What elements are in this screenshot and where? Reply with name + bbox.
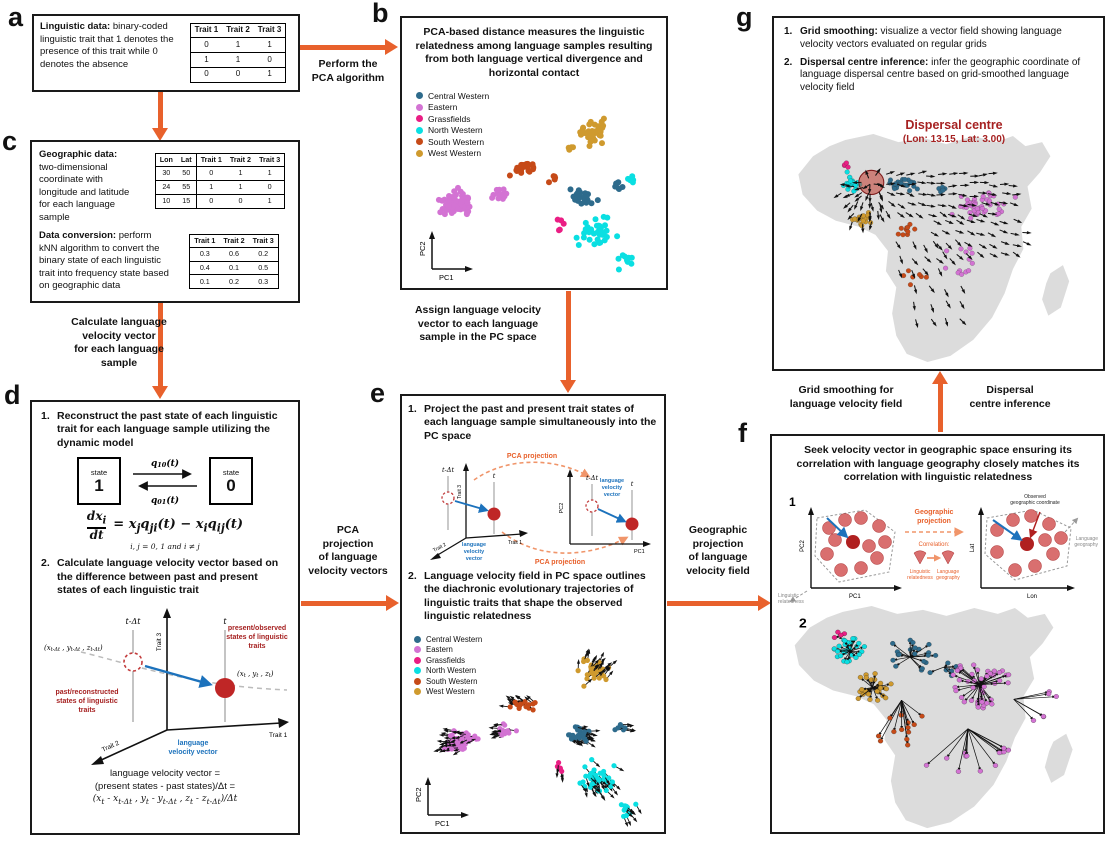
flow-label-line: centre inference <box>969 397 1051 410</box>
flow-label-line: language velocity field <box>789 397 903 410</box>
panel-e-item-2: 2. Language velocity field in PC space outlines the diachronic evolutionary trajectories of linguistic traits that shape the observed linguistic relatedness <box>408 570 646 623</box>
mini-trait1-axis <box>466 534 522 538</box>
table-cell: 0.4 <box>190 261 220 275</box>
focal-sample-geo <box>1020 537 1034 551</box>
dispersal-centre-coordinates: (Lon: 13.15, Lat: 3.00) <box>902 133 1006 145</box>
svg-text:projection: projection <box>917 518 951 525</box>
legend-label: Eastern <box>428 102 458 113</box>
legend-dot-icon <box>414 636 421 643</box>
table-cell: 0 <box>226 194 255 208</box>
legend-item <box>414 666 482 677</box>
geographic-data-text: Geographic data: two-dimensional coordinate with longitude and latitude for each language sample <box>39 149 130 223</box>
panel-g-item-1: 1. Grid smoothing: visualize a vector field showing language velocity vectors evaluated on regular grids <box>784 26 1062 50</box>
table-header: Trait 2 <box>222 24 254 38</box>
flow-label-line: vector to each language <box>417 317 539 330</box>
velocity-formula <box>41 768 289 808</box>
table-cell: 50 <box>177 166 196 180</box>
legend-dot-icon <box>416 104 423 111</box>
time-now-label: t <box>223 616 227 626</box>
table-cell: 0.3 <box>190 247 220 261</box>
f-pc1-label: PC1 <box>849 594 861 600</box>
panel-f <box>770 434 1105 834</box>
flow-arrow-c-d-head <box>152 386 168 399</box>
mini-past-point <box>442 492 454 504</box>
table-cell: 0.5 <box>249 261 279 275</box>
flow-label-line: of language <box>688 551 748 564</box>
legend-item <box>416 113 489 125</box>
legend-label: Central Western <box>428 90 490 101</box>
velocity-vector-label: language <box>177 739 209 747</box>
table-header: Trait 1 <box>190 24 222 38</box>
svg-text:t-Δt: t-Δt <box>441 466 455 474</box>
field-pc2-label: PC2 <box>414 787 423 802</box>
legend-label: North Western <box>426 666 477 676</box>
legend-label: Central Western <box>426 634 483 644</box>
table-cell: 0.6 <box>219 247 248 261</box>
panel-d-label: d <box>4 380 21 410</box>
trait2-axis-label: Trait 2 <box>100 739 121 754</box>
flow-label-d-e <box>298 524 398 579</box>
conversion-table <box>177 230 291 293</box>
state-1-box: state 1 <box>77 457 121 505</box>
grid-smoothing-heading: Grid smoothing: <box>800 26 878 37</box>
table-cell: 0.1 <box>190 275 220 289</box>
sub-diagram-1-label: 1 <box>789 495 796 509</box>
flow-arrow-a-b <box>300 45 385 50</box>
mini-present-point-pc <box>626 518 639 531</box>
panel-b <box>400 16 668 290</box>
svg-text:velocity: velocity <box>601 485 623 491</box>
data-table <box>189 234 279 290</box>
table-cell: 0.2 <box>249 247 279 261</box>
panel-g-label: g <box>736 2 753 32</box>
past-state-point <box>124 653 142 671</box>
pc2-axis-label: PC2 <box>418 241 427 256</box>
flow-label-e-f <box>667 524 769 579</box>
focal-sample-pc <box>846 535 860 549</box>
flow-arrow-b-e <box>566 291 571 380</box>
panel-a <box>32 14 300 92</box>
pca-projection-label-top: PCA projection <box>506 453 558 460</box>
panel-b-title: PCA-based distance measures the linguistic relatedness among language samples resulting from both language vertical divergence and horizontal contact <box>415 26 653 79</box>
mini-pc1-label: PC1 <box>634 549 645 555</box>
pc1-axis-label: PC1 <box>439 273 454 282</box>
data-table <box>190 23 287 82</box>
flow-arrow-b-e-head <box>560 380 576 393</box>
table-row <box>155 166 285 180</box>
table-row <box>190 247 279 261</box>
lat-axis-label: Lat <box>970 543 976 553</box>
legend-dot-icon <box>414 657 421 664</box>
language-group-legend-e <box>414 634 482 697</box>
table-cell: 0.1 <box>219 261 248 275</box>
observed-coordinate-label: Observed <box>1024 494 1046 500</box>
svg-text:language: language <box>599 478 625 484</box>
panel-d-item-2: 2. Calculate language velocity vector based on the difference between past and present states of each linguistic trait <box>41 557 279 597</box>
trait1-axis-label: Trait 1 <box>269 731 288 739</box>
flow-label-line: Geographic <box>688 524 748 536</box>
table-header: Trait 3 <box>249 234 279 247</box>
field-pc1-label: PC1 <box>435 819 450 828</box>
rate-q10-label: q10(t) <box>151 459 179 470</box>
mini-trait3-label: Trait 3 <box>457 485 463 499</box>
data-conversion-text: Data conversion: perform kNN algorithm to convert the binary state of each linguistic trait into frequency state based on geographic data <box>39 230 169 292</box>
svg-text:t: t <box>492 472 496 480</box>
panel-f-title: Seek velocity vector in geographic space ensuring its correlation with language geography closely matches its correlation with linguistic relatedness <box>796 444 1080 484</box>
panel-g <box>772 16 1105 371</box>
linguistic-table <box>184 21 292 85</box>
grid-velocity-map <box>788 134 1090 366</box>
state-0-box: state 0 <box>209 457 253 505</box>
svg-text:traits: traits <box>78 706 96 714</box>
panel-d <box>30 400 300 835</box>
svg-text:states of linguistic: states of linguistic <box>56 697 118 705</box>
past-coordinates: (xt-Δt , yt-Δt , zt-Δt) <box>44 643 103 653</box>
linguistic-data-text: Linguistic data: binary-coded linguistic trait that 1 denotes the presence of this trait while 0 denotes the absence <box>40 21 174 70</box>
trait1-axis <box>167 723 281 730</box>
dispersal-inference-heading: Dispersal centre inference: <box>800 56 929 68</box>
legend-label: Eastern <box>426 645 453 655</box>
svg-text:traits: traits <box>248 642 266 650</box>
velocity-vector-arrow <box>145 666 209 684</box>
panel-e <box>400 394 666 834</box>
table-cell: 1 <box>254 38 286 53</box>
flow-label-line: projection <box>322 537 374 550</box>
table-cell: 1 <box>190 53 222 68</box>
legend-dot-icon <box>414 688 421 695</box>
table-cell: 15 <box>177 194 196 208</box>
present-state-point <box>215 678 235 698</box>
flow-arrow-f-g <box>938 384 943 432</box>
table-header: Trait 1 <box>190 234 220 247</box>
lon-axis-label: Lon <box>1027 594 1038 600</box>
panel-a-label: a <box>8 2 24 32</box>
madagascar-silhouette <box>1045 734 1073 783</box>
table-header: Trait 2 <box>226 154 255 167</box>
correlation-fan-left-icon <box>914 551 926 564</box>
legend-label: North Western <box>428 125 483 136</box>
panel-e-item-1: 1. Project the past and present trait states of each language sample simultaneously into the PC space <box>408 403 657 442</box>
table-cell: 0 <box>190 67 222 82</box>
legend-dot-icon <box>416 138 423 145</box>
panel-g-item-2: 2. Dispersal centre inference: infer the geographic coordinate of language dispersal centre based on grid-smoothed language velocity field <box>784 56 1081 94</box>
africa-silhouette <box>798 134 1050 362</box>
equation-condition: i, j = 0, 1 and i ≠ j <box>130 542 200 552</box>
mini-trait2-label: Trait 2 <box>432 541 448 554</box>
trait2-axis-head <box>91 756 104 765</box>
geographic-projection-label: Geographic <box>914 509 954 516</box>
flow-label-line: Assign language velocity <box>414 304 542 316</box>
svg-text:geography: geography <box>1074 542 1098 548</box>
table-header: Trait 2 <box>219 234 248 247</box>
legend-dot-icon <box>416 115 423 122</box>
panel-f-label: f <box>738 418 747 448</box>
flow-label-c-d <box>40 316 198 371</box>
legend-item <box>414 676 482 687</box>
legend-dot-icon <box>414 667 421 674</box>
flow-arrow-a-c <box>158 92 163 128</box>
trait-space-diagram <box>41 600 293 768</box>
dispersal-centre-label <box>864 118 1044 146</box>
legend-dot-icon <box>416 127 423 134</box>
legend-item <box>414 687 482 698</box>
flow-arrow-d-e-head <box>386 595 399 611</box>
table-cell: 1 <box>255 166 285 180</box>
table-cell: 0.2 <box>219 275 248 289</box>
flow-label-f-g-left <box>768 384 924 411</box>
correlation-label: Correlation: <box>918 542 950 548</box>
dispersal-centre-title: Dispersal centre <box>905 118 1003 132</box>
flow-label-line: velocity vector <box>82 329 156 342</box>
legend-label: South Western <box>428 136 485 147</box>
flow-label-line: Calculate language <box>71 316 167 328</box>
svg-text:velocity vector: velocity vector <box>168 748 218 756</box>
flow-label-f-g-right <box>948 384 1072 411</box>
panel-e-label: e <box>370 378 386 408</box>
svg-text:Linguistic: Linguistic <box>909 569 931 575</box>
table-cell: 1 <box>226 166 255 180</box>
table-cell: 0.3 <box>249 275 279 289</box>
geographic-data-heading: Geographic data: <box>39 149 118 160</box>
svg-text:velocity: velocity <box>463 549 485 555</box>
flow-label-line: Grid smoothing for <box>798 384 894 396</box>
table-cell: 1 <box>222 53 254 68</box>
flow-arrow-a-b-head <box>385 39 398 55</box>
table-cell: 55 <box>177 180 196 194</box>
svg-text:language: language <box>461 542 487 548</box>
correlation-fan-right-icon <box>942 551 954 564</box>
pca-projection-diagram <box>408 444 660 566</box>
table-row <box>155 180 285 194</box>
data-conversion-heading: Data conversion: <box>39 230 117 242</box>
geographic-data-section <box>39 149 291 224</box>
trait1-axis-head <box>278 718 289 728</box>
table-row <box>190 38 286 53</box>
legend-label: West Western <box>426 687 475 697</box>
pca-projection-arc-top <box>474 462 588 480</box>
table-header: Lon <box>155 154 177 167</box>
dynamic-model-equation: $\frac{dx_i}{dt}$ = $x_jq_{ji}(t) - x_iq_{ij}(t)$ <box>86 509 244 542</box>
svg-text:relatedness: relatedness <box>778 599 804 605</box>
table-cell: 0 <box>196 166 226 180</box>
table-cell: 0 <box>190 38 222 53</box>
flow-label-b-e <box>392 304 564 345</box>
table-cell: 1 <box>222 38 254 53</box>
svg-text:states of linguistic: states of linguistic <box>226 633 288 641</box>
table-cell: 0 <box>255 180 285 194</box>
pc2-axis-head <box>429 231 435 239</box>
table-cell: 30 <box>155 166 177 180</box>
legend-item <box>416 125 489 137</box>
table-header: Trait 3 <box>255 154 285 167</box>
panel-c-label: c <box>2 126 18 156</box>
flow-label-line: velocity field <box>686 564 750 577</box>
velocity-formula-line: ($x_t - x_{t-\Delta t}$ , $y_t - y_{t-\Delta t}$ , $z_t - z_{t-\Delta t})/\Delta t$ <box>92 794 238 807</box>
flow-label-line: Dispersal <box>986 384 1034 396</box>
legend-item <box>414 645 482 656</box>
legend-label: West Western <box>428 148 482 159</box>
flow-label-line: Perform the <box>318 58 378 70</box>
legend-label: South Western <box>426 676 478 686</box>
legend-label: Grassfields <box>428 113 471 124</box>
svg-text:Linguistic: Linguistic <box>778 593 799 599</box>
present-coordinates: (xt , yt , zt) <box>237 669 274 679</box>
panel-c <box>30 140 300 303</box>
legend-item <box>414 655 482 666</box>
mini-past-point-pc <box>586 500 598 512</box>
time-past-label: t-Δt <box>125 616 141 626</box>
flow-arrow-e-f <box>667 601 758 606</box>
geographic-projection-diagram <box>777 488 1099 606</box>
table-row <box>190 275 279 289</box>
mini-trait1-label: Trait 1 <box>508 540 522 546</box>
flow-label-line: for each language <box>74 343 164 356</box>
table-header: Trait 3 <box>254 24 286 38</box>
svg-text:relatedness: relatedness <box>907 575 933 581</box>
pc1-axis-head <box>465 266 473 272</box>
table-cell: 10 <box>155 194 177 208</box>
svg-text:vector: vector <box>465 556 483 562</box>
table-cell: 0 <box>254 53 286 68</box>
trait3-axis-label: Trait 3 <box>156 632 163 651</box>
flow-label-line: PCA <box>336 524 360 536</box>
legend-dot-icon <box>416 150 423 157</box>
table-header: Lat <box>177 154 196 167</box>
table-cell: 1 <box>226 180 255 194</box>
svg-text:t: t <box>630 480 634 488</box>
table-cell: 0 <box>222 67 254 82</box>
velocity-formula-line: language velocity vector = <box>109 767 221 779</box>
table-cell: 1 <box>254 67 286 82</box>
panel-d-item-1: 1. Reconstruct the past state of each linguistic trait for each language sample utilizing the dynamic model <box>41 410 278 449</box>
f-pc2-label: PC2 <box>800 540 806 552</box>
legend-item <box>416 102 489 114</box>
mini-present-point <box>488 508 501 521</box>
data-conversion-section <box>39 230 291 293</box>
flow-label-a-b <box>292 58 404 85</box>
flow-arrow-f-g-head <box>932 371 948 384</box>
flow-arrow-d-e <box>301 601 386 606</box>
linguistic-data-heading: Linguistic data: <box>40 21 111 32</box>
svg-text:geography: geography <box>936 575 960 581</box>
flow-label-line: velocity vectors <box>308 564 388 577</box>
rate-q01-label: q01(t) <box>151 496 179 507</box>
table-cell: 0 <box>196 194 226 208</box>
present-state-label: present/observed <box>227 624 287 632</box>
legend-dot-icon <box>414 678 421 685</box>
svg-text:Language: Language <box>1075 536 1098 542</box>
sub-diagram-2-label: 2 <box>798 616 807 631</box>
table-cell: 1 <box>255 194 285 208</box>
legend-label: Grassfields <box>426 655 465 665</box>
svg-text:t-Δt: t-Δt <box>585 474 599 482</box>
velocity-formula-line: (present states - past states)/Δt = <box>94 780 236 792</box>
geographic-table <box>149 149 291 224</box>
legend-item <box>416 136 489 148</box>
madagascar-silhouette <box>1042 265 1069 315</box>
flow-label-line: projection <box>692 537 744 550</box>
flow-label-line: PCA algorithm <box>311 71 385 84</box>
legend-item <box>414 634 482 645</box>
legend-dot-icon <box>414 646 421 653</box>
mini-pc2-label: PC2 <box>559 502 565 514</box>
state-diagram <box>41 456 289 506</box>
legend-item <box>416 90 489 102</box>
flow-label-line: sample <box>100 356 138 369</box>
past-state-label: past/reconstructed <box>55 688 119 696</box>
trait3-axis-head <box>163 608 171 618</box>
table-row <box>190 261 279 275</box>
panel-b-label: b <box>372 0 389 28</box>
flow-label-line: sample in the PC space <box>419 331 537 344</box>
svg-text:Language: Language <box>936 569 960 575</box>
table-row <box>190 53 286 68</box>
data-table <box>155 153 286 209</box>
table-header: Trait 1 <box>196 154 226 167</box>
table-row <box>190 67 286 82</box>
language-group-legend <box>416 90 489 159</box>
svg-text:geographic coordinate: geographic coordinate <box>1010 500 1060 506</box>
svg-text:vector: vector <box>603 492 621 498</box>
pca-projection-label-bottom: PCA projection <box>534 559 586 566</box>
legend-item <box>416 148 489 160</box>
flow-label-line: of language <box>318 551 378 564</box>
table-row <box>155 194 285 208</box>
transition-arrows <box>127 456 203 506</box>
table-cell: 1 <box>196 180 226 194</box>
legend-dot-icon <box>416 92 423 99</box>
geographic-velocity-map <box>784 606 1094 832</box>
table-cell: 24 <box>155 180 177 194</box>
